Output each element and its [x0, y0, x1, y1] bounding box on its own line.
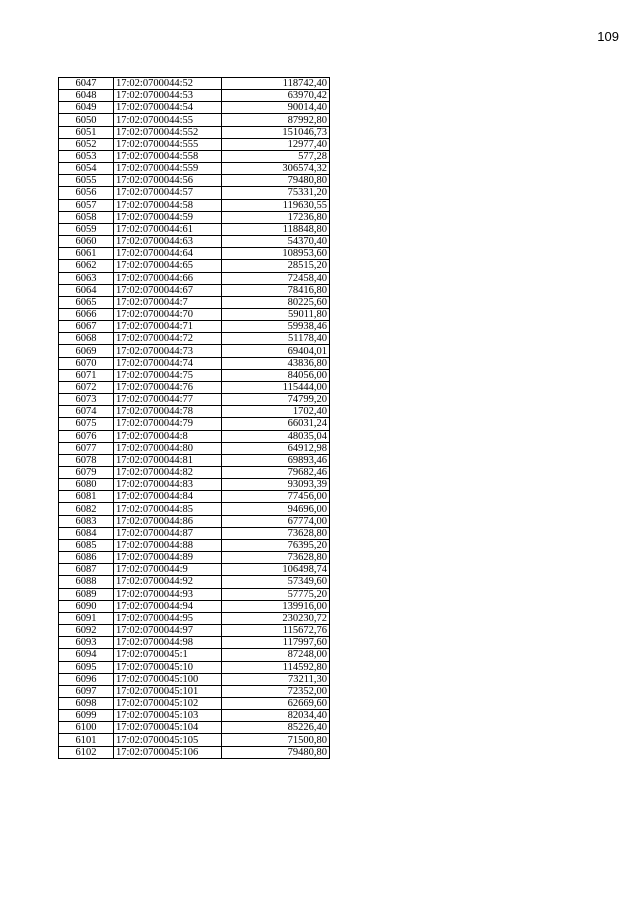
table-body — [59, 78, 330, 759]
row-number-cell: 6069 — [59, 345, 114, 357]
value-cell: 28515,20 — [222, 260, 330, 272]
row-number-cell: 6048 — [59, 90, 114, 102]
table-row — [59, 746, 330, 758]
cadastral-number-cell: 17:02:0700044:56 — [114, 175, 222, 187]
value-cell: 115444,00 — [222, 381, 330, 393]
row-number-cell: 6066 — [59, 308, 114, 320]
cadastral-number-cell: 17:02:0700044:8 — [114, 430, 222, 442]
cadastral-number-cell: 17:02:0700045:102 — [114, 697, 222, 709]
table-row — [59, 418, 330, 430]
row-number-cell: 6088 — [59, 576, 114, 588]
table-row — [59, 552, 330, 564]
value-cell: 79480,80 — [222, 746, 330, 758]
value-cell: 151046,73 — [222, 126, 330, 138]
value-cell: 54370,40 — [222, 236, 330, 248]
row-number-cell: 6094 — [59, 649, 114, 661]
value-cell: 1702,40 — [222, 406, 330, 418]
value-cell: 114592,80 — [222, 661, 330, 673]
row-number-cell: 6052 — [59, 138, 114, 150]
page-number: 109 — [597, 29, 619, 44]
cadastral-number-cell: 17:02:0700044:72 — [114, 333, 222, 345]
row-number-cell: 6099 — [59, 710, 114, 722]
cadastral-number-cell: 17:02:0700044:63 — [114, 236, 222, 248]
row-number-cell: 6053 — [59, 150, 114, 162]
table-row — [59, 588, 330, 600]
table-row — [59, 90, 330, 102]
row-number-cell: 6080 — [59, 479, 114, 491]
row-number-cell: 6101 — [59, 734, 114, 746]
row-number-cell: 6084 — [59, 527, 114, 539]
row-number-cell: 6064 — [59, 284, 114, 296]
table-row — [59, 114, 330, 126]
cadastral-number-cell: 17:02:0700044:95 — [114, 612, 222, 624]
row-number-cell: 6076 — [59, 430, 114, 442]
value-cell: 82034,40 — [222, 710, 330, 722]
cadastral-number-cell: 17:02:0700044:54 — [114, 102, 222, 114]
cadastral-number-cell: 17:02:0700044:85 — [114, 503, 222, 515]
table-row — [59, 284, 330, 296]
table-row — [59, 722, 330, 734]
value-cell: 79682,46 — [222, 467, 330, 479]
cadastral-number-cell: 17:02:0700045:104 — [114, 722, 222, 734]
row-number-cell: 6068 — [59, 333, 114, 345]
value-cell: 76395,20 — [222, 539, 330, 551]
cadastral-number-cell: 17:02:0700044:74 — [114, 357, 222, 369]
row-number-cell: 6057 — [59, 199, 114, 211]
cadastral-number-cell: 17:02:0700044:82 — [114, 467, 222, 479]
table-row — [59, 442, 330, 454]
cadastral-number-cell: 17:02:0700044:555 — [114, 138, 222, 150]
row-number-cell: 6054 — [59, 163, 114, 175]
cadastral-number-cell: 17:02:0700044:64 — [114, 248, 222, 260]
cadastral-number-cell: 17:02:0700044:52 — [114, 78, 222, 90]
cadastral-number-cell: 17:02:0700044:75 — [114, 369, 222, 381]
cadastral-number-cell: 17:02:0700044:71 — [114, 321, 222, 333]
table-row — [59, 710, 330, 722]
table-row — [59, 564, 330, 576]
table-row — [59, 539, 330, 551]
row-number-cell: 6087 — [59, 564, 114, 576]
row-number-cell: 6049 — [59, 102, 114, 114]
row-number-cell: 6063 — [59, 272, 114, 284]
value-cell: 119630,55 — [222, 199, 330, 211]
table-row — [59, 649, 330, 661]
row-number-cell: 6058 — [59, 211, 114, 223]
cadastral-number-cell: 17:02:0700044:83 — [114, 479, 222, 491]
cadastral-number-cell: 17:02:0700044:92 — [114, 576, 222, 588]
cadastral-number-cell: 17:02:0700044:88 — [114, 539, 222, 551]
cadastral-number-cell: 17:02:0700044:559 — [114, 163, 222, 175]
row-number-cell: 6061 — [59, 248, 114, 260]
table-row — [59, 163, 330, 175]
value-cell: 117997,60 — [222, 637, 330, 649]
row-number-cell: 6079 — [59, 467, 114, 479]
value-cell: 78416,80 — [222, 284, 330, 296]
value-cell: 75331,20 — [222, 187, 330, 199]
row-number-cell: 6092 — [59, 625, 114, 637]
table-row — [59, 467, 330, 479]
cadastral-number-cell: 17:02:0700045:106 — [114, 746, 222, 758]
table-row — [59, 406, 330, 418]
table-row — [59, 527, 330, 539]
cadastral-number-cell: 17:02:0700044:59 — [114, 211, 222, 223]
cadastral-number-cell: 17:02:0700044:89 — [114, 552, 222, 564]
table-row — [59, 576, 330, 588]
value-cell: 74799,20 — [222, 394, 330, 406]
row-number-cell: 6077 — [59, 442, 114, 454]
value-cell: 306574,32 — [222, 163, 330, 175]
table-row — [59, 357, 330, 369]
row-number-cell: 6095 — [59, 661, 114, 673]
table-row — [59, 625, 330, 637]
cadastral-number-cell: 17:02:0700044:7 — [114, 296, 222, 308]
value-cell: 48035,04 — [222, 430, 330, 442]
value-cell: 73628,80 — [222, 527, 330, 539]
table-row — [59, 236, 330, 248]
cadastral-number-cell: 17:02:0700044:9 — [114, 564, 222, 576]
row-number-cell: 6059 — [59, 223, 114, 235]
row-number-cell: 6047 — [59, 78, 114, 90]
cadastral-number-cell: 17:02:0700044:94 — [114, 600, 222, 612]
value-cell: 12977,40 — [222, 138, 330, 150]
value-cell: 43836,80 — [222, 357, 330, 369]
table-row — [59, 175, 330, 187]
table-row — [59, 612, 330, 624]
row-number-cell: 6091 — [59, 612, 114, 624]
row-number-cell: 6073 — [59, 394, 114, 406]
value-cell: 69404,01 — [222, 345, 330, 357]
row-number-cell: 6060 — [59, 236, 114, 248]
cadastral-number-cell: 17:02:0700045:103 — [114, 710, 222, 722]
table-row — [59, 454, 330, 466]
cadastral-number-cell: 17:02:0700045:100 — [114, 673, 222, 685]
value-cell: 90014,40 — [222, 102, 330, 114]
cadastral-number-cell: 17:02:0700044:86 — [114, 515, 222, 527]
cadastral-number-cell: 17:02:0700044:57 — [114, 187, 222, 199]
cadastral-number-cell: 17:02:0700044:53 — [114, 90, 222, 102]
row-number-cell: 6071 — [59, 369, 114, 381]
cadastral-number-cell: 17:02:0700044:84 — [114, 491, 222, 503]
value-cell: 62669,60 — [222, 697, 330, 709]
table-row — [59, 734, 330, 746]
cadastral-number-cell: 17:02:0700044:61 — [114, 223, 222, 235]
row-number-cell: 6083 — [59, 515, 114, 527]
value-cell: 73211,30 — [222, 673, 330, 685]
table-row — [59, 600, 330, 612]
cadastral-number-cell: 17:02:0700044:67 — [114, 284, 222, 296]
row-number-cell: 6093 — [59, 637, 114, 649]
cadastral-number-cell: 17:02:0700044:58 — [114, 199, 222, 211]
value-cell: 118848,80 — [222, 223, 330, 235]
row-number-cell: 6072 — [59, 381, 114, 393]
table-row — [59, 321, 330, 333]
table-row — [59, 673, 330, 685]
row-number-cell: 6097 — [59, 685, 114, 697]
cadastral-number-cell: 17:02:0700044:70 — [114, 308, 222, 320]
row-number-cell: 6055 — [59, 175, 114, 187]
cadastral-number-cell: 17:02:0700044:77 — [114, 394, 222, 406]
value-cell: 17236,80 — [222, 211, 330, 223]
table-row — [59, 296, 330, 308]
row-number-cell: 6078 — [59, 454, 114, 466]
cadastral-number-cell: 17:02:0700044:79 — [114, 418, 222, 430]
row-number-cell: 6098 — [59, 697, 114, 709]
cadastral-value-table — [58, 77, 330, 759]
cadastral-number-cell: 17:02:0700044:76 — [114, 381, 222, 393]
value-cell: 85226,40 — [222, 722, 330, 734]
table-row — [59, 150, 330, 162]
table-row — [59, 491, 330, 503]
row-number-cell: 6065 — [59, 296, 114, 308]
row-number-cell: 6082 — [59, 503, 114, 515]
table-row — [59, 369, 330, 381]
value-cell: 79480,80 — [222, 175, 330, 187]
row-number-cell: 6075 — [59, 418, 114, 430]
cadastral-number-cell: 17:02:0700045:105 — [114, 734, 222, 746]
cadastral-number-cell: 17:02:0700044:73 — [114, 345, 222, 357]
value-cell: 59938,46 — [222, 321, 330, 333]
value-cell: 93093,39 — [222, 479, 330, 491]
value-cell: 59011,80 — [222, 308, 330, 320]
value-cell: 139916,00 — [222, 600, 330, 612]
cadastral-number-cell: 17:02:0700044:552 — [114, 126, 222, 138]
row-number-cell: 6100 — [59, 722, 114, 734]
table-row — [59, 515, 330, 527]
cadastral-number-cell: 17:02:0700044:87 — [114, 527, 222, 539]
cadastral-number-cell: 17:02:0700045:10 — [114, 661, 222, 673]
row-number-cell: 6085 — [59, 539, 114, 551]
cadastral-number-cell: 17:02:0700045:1 — [114, 649, 222, 661]
table-row — [59, 333, 330, 345]
row-number-cell: 6050 — [59, 114, 114, 126]
table-row — [59, 345, 330, 357]
table-row — [59, 381, 330, 393]
value-cell: 71500,80 — [222, 734, 330, 746]
table-row — [59, 685, 330, 697]
cadastral-number-cell: 17:02:0700044:81 — [114, 454, 222, 466]
value-cell: 87248,00 — [222, 649, 330, 661]
value-cell: 69893,46 — [222, 454, 330, 466]
table-row — [59, 248, 330, 260]
row-number-cell: 6081 — [59, 491, 114, 503]
cadastral-number-cell: 17:02:0700044:78 — [114, 406, 222, 418]
value-cell: 106498,74 — [222, 564, 330, 576]
table-row — [59, 394, 330, 406]
table-row — [59, 503, 330, 515]
table-row — [59, 187, 330, 199]
value-cell: 87992,80 — [222, 114, 330, 126]
row-number-cell: 6090 — [59, 600, 114, 612]
value-cell: 577,28 — [222, 150, 330, 162]
value-cell: 77456,00 — [222, 491, 330, 503]
table-row — [59, 697, 330, 709]
value-cell: 63970,42 — [222, 90, 330, 102]
row-number-cell: 6051 — [59, 126, 114, 138]
cadastral-number-cell: 17:02:0700044:66 — [114, 272, 222, 284]
value-cell: 108953,60 — [222, 248, 330, 260]
value-cell: 84056,00 — [222, 369, 330, 381]
value-cell: 230230,72 — [222, 612, 330, 624]
value-cell: 57775,20 — [222, 588, 330, 600]
table-row — [59, 199, 330, 211]
value-cell: 118742,40 — [222, 78, 330, 90]
table-row — [59, 661, 330, 673]
value-cell: 94696,00 — [222, 503, 330, 515]
table-row — [59, 308, 330, 320]
value-cell: 57349,60 — [222, 576, 330, 588]
table-row — [59, 637, 330, 649]
table-row — [59, 223, 330, 235]
value-cell: 51178,40 — [222, 333, 330, 345]
cadastral-number-cell: 17:02:0700044:97 — [114, 625, 222, 637]
table-row — [59, 78, 330, 90]
value-cell: 115672,76 — [222, 625, 330, 637]
value-cell: 72458,40 — [222, 272, 330, 284]
row-number-cell: 6086 — [59, 552, 114, 564]
row-number-cell: 6070 — [59, 357, 114, 369]
row-number-cell: 6089 — [59, 588, 114, 600]
cadastral-number-cell: 17:02:0700044:65 — [114, 260, 222, 272]
value-cell: 73628,80 — [222, 552, 330, 564]
cadastral-number-cell: 17:02:0700044:80 — [114, 442, 222, 454]
cadastral-number-cell: 17:02:0700045:101 — [114, 685, 222, 697]
row-number-cell: 6102 — [59, 746, 114, 758]
row-number-cell: 6062 — [59, 260, 114, 272]
value-cell: 64912,98 — [222, 442, 330, 454]
cadastral-number-cell: 17:02:0700044:98 — [114, 637, 222, 649]
table-row — [59, 430, 330, 442]
table-row — [59, 138, 330, 150]
value-cell: 72352,00 — [222, 685, 330, 697]
table-row — [59, 260, 330, 272]
cadastral-number-cell: 17:02:0700044:55 — [114, 114, 222, 126]
table-row — [59, 211, 330, 223]
cadastral-number-cell: 17:02:0700044:93 — [114, 588, 222, 600]
row-number-cell: 6074 — [59, 406, 114, 418]
table-row — [59, 102, 330, 114]
table-row — [59, 479, 330, 491]
table-row — [59, 272, 330, 284]
table-row — [59, 126, 330, 138]
row-number-cell: 6056 — [59, 187, 114, 199]
row-number-cell: 6067 — [59, 321, 114, 333]
row-number-cell: 6096 — [59, 673, 114, 685]
value-cell: 80225,60 — [222, 296, 330, 308]
cadastral-number-cell: 17:02:0700044:558 — [114, 150, 222, 162]
value-cell: 67774,00 — [222, 515, 330, 527]
value-cell: 66031,24 — [222, 418, 330, 430]
